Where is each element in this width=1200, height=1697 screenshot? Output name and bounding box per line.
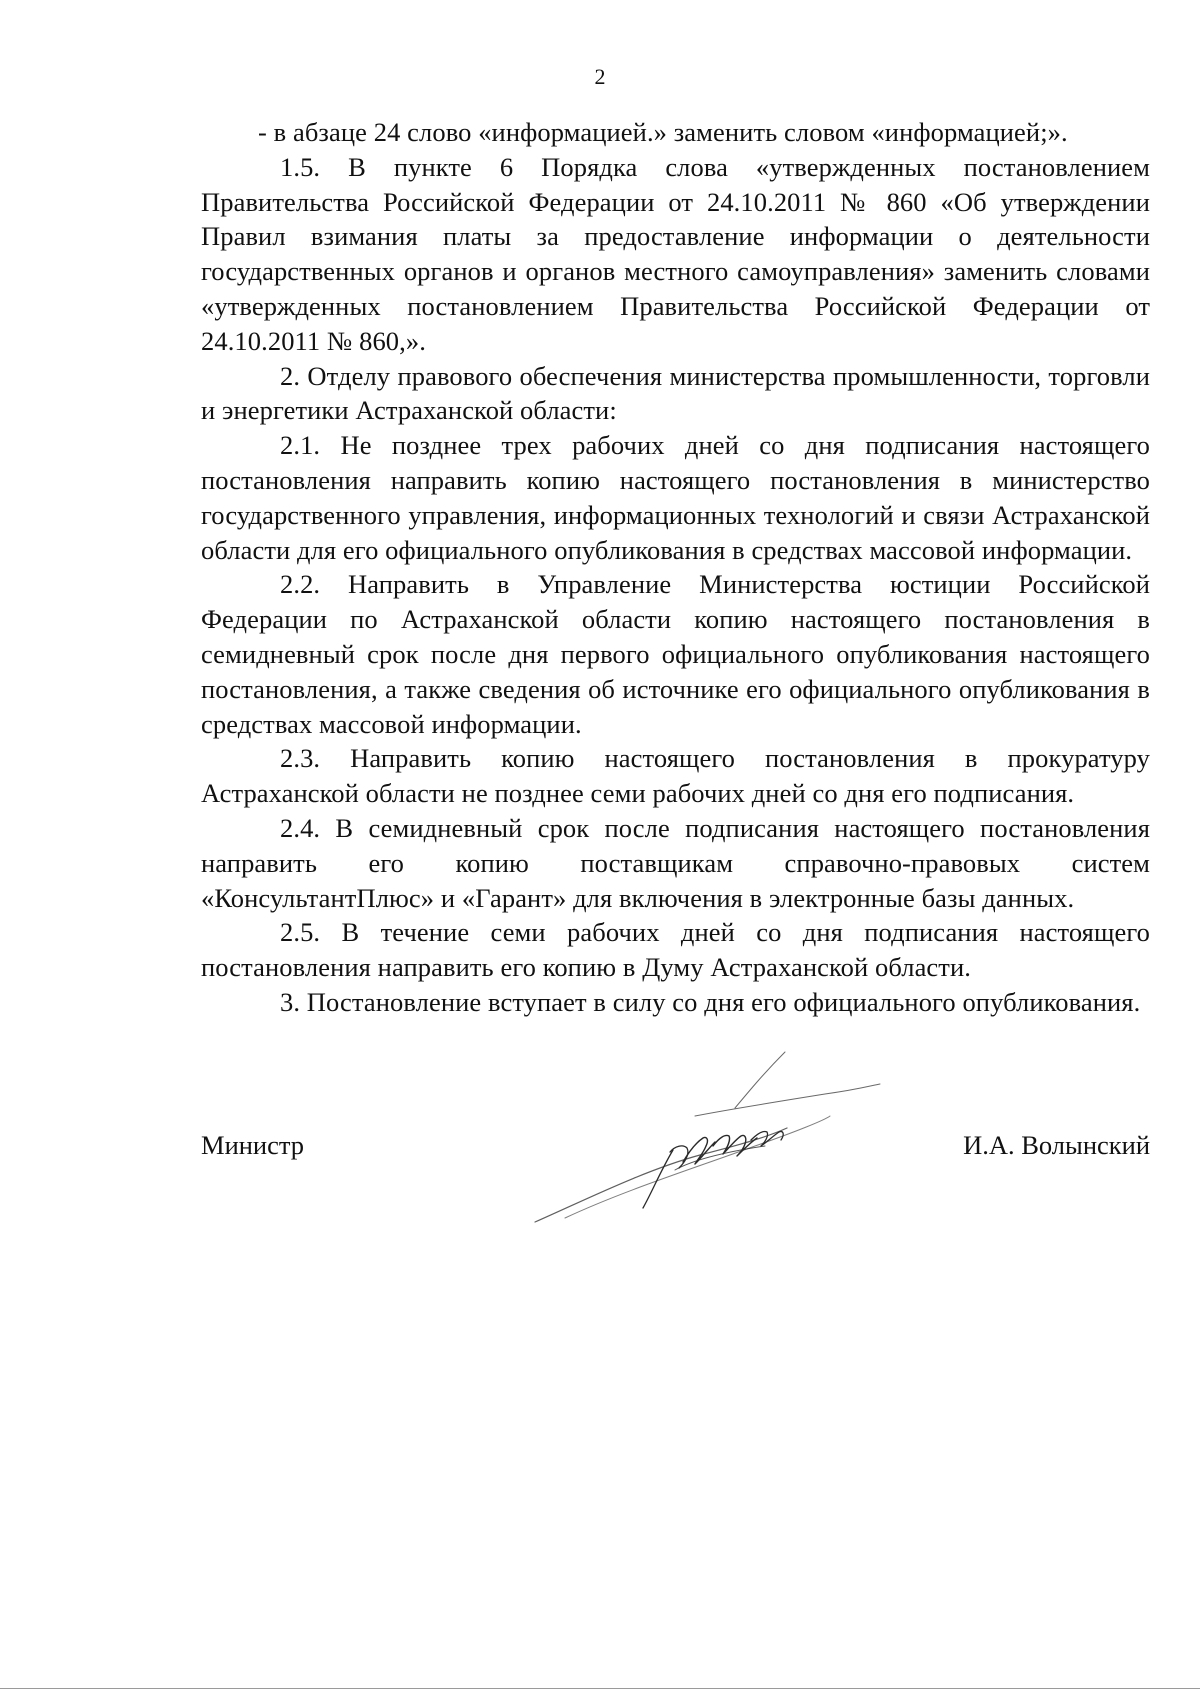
signer-name: И.А. Волынский xyxy=(963,1130,1150,1160)
signer-position: Министр xyxy=(201,1130,305,1160)
paragraph-2-4: 2.4. В семидневный срок после подписания настоящего постановления направить его копию поставщикам справочно-правовых систем «КонсультантПлюс» и «Гарант» для включения в электронные базы данных. xyxy=(201,812,1150,913)
paragraph-3: 3. Постановление вступает в силу со дня его официального опубликования. xyxy=(280,986,1141,1017)
paragraph-amendment-24: - в абзаце 24 слово «информацией.» заменить словом «информацией;». xyxy=(258,117,1068,147)
paragraph-1-5: 1.5. В пункте 6 Порядка слова «утвержденных постановлением Правительства Российской Федерации от 24.10.2011 № 860 «Об утверждении Правил взимания платы за предоставление информации о деятельности государственных органов и органов местного самоуправления» заменить словами «утвержденных постановлением Правительства Российской Федерации от 24.10.2011 № 860,». xyxy=(201,151,1150,356)
paragraph-2-2: 2.2. Направить в Управление Министерства юстиции Российской Федерации по Астраханской области копию настоящего постановления в семидневный срок после дня первого официального опубликования настоящего постановления, а также сведения об источнике его официального опубликования в средствах массовой информации. xyxy=(201,569,1150,739)
paragraph-2: 2. Отделу правового обеспечения министерства промышленности, торговли и энергетики Астраханской области: xyxy=(201,360,1150,426)
signature-block xyxy=(201,1128,1150,1168)
bottom-divider xyxy=(0,1688,1200,1689)
paragraph-2-5: 2.5. В течение семи рабочих дней со дня подписания настоящего постановления направить его копию в Думу Астраханской области. xyxy=(201,917,1150,983)
paragraph-2-1: 2.1. Не позднее трех рабочих дней со дня подписания настоящего постановления направить копию настоящего постановления в министерство государственного управления, информационных технологий и связи Астраханской области для его официального опубликования в средствах массовой информации. xyxy=(201,430,1150,565)
page-number: 2 xyxy=(594,64,606,89)
document-body xyxy=(201,115,1150,1020)
paragraph-2-3: 2.3. Направить копию настоящего постановления в прокуратуру Астраханской области не позднее семи рабочих дней со дня его подписания. xyxy=(201,743,1150,809)
